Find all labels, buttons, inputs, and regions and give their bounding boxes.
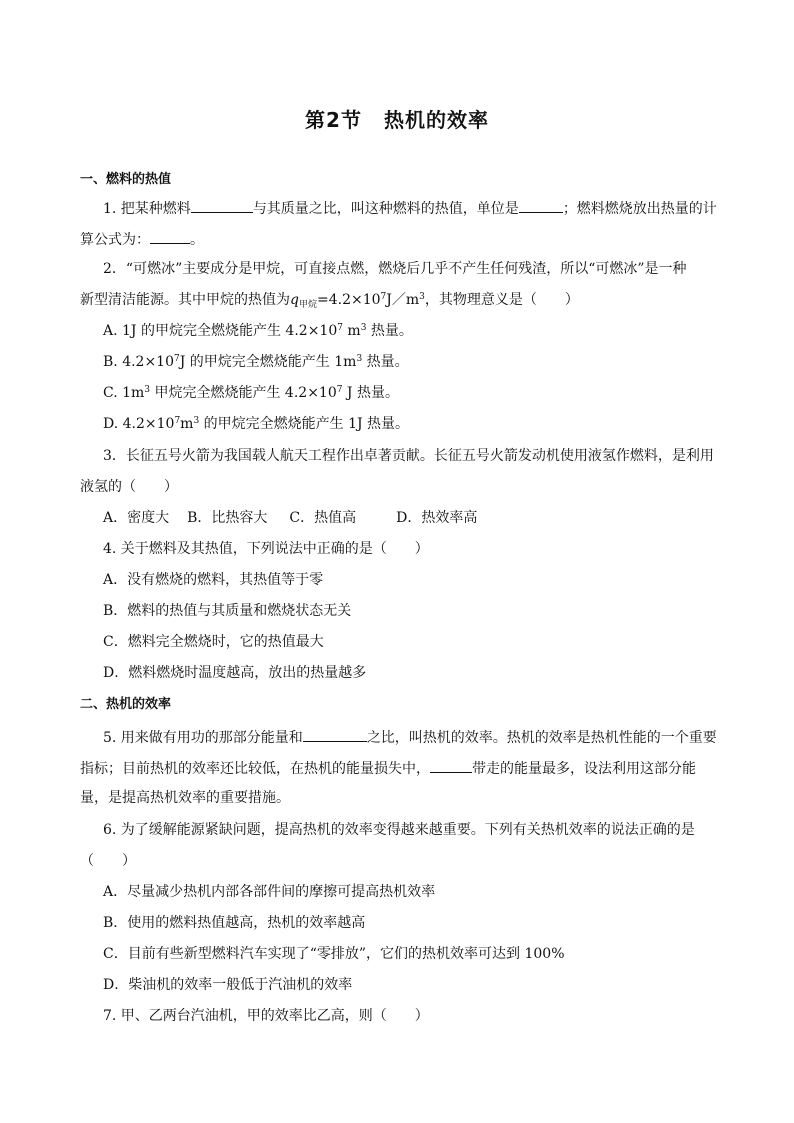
question-4-option-d[interactable]: D．燃料燃烧时温度越高，放出的热量越多 [103, 665, 367, 681]
question-4-stem: 4. 关于燃料及其热值，下列说法中正确的是（ ） [103, 541, 429, 557]
question-7-stem: 7. 甲、乙两台汽油机，甲的效率比乙高，则（ ） [103, 1008, 429, 1024]
question-4-option-c[interactable]: C．燃料完全燃烧时，它的热值最大 [103, 634, 324, 650]
answer-blank[interactable] [303, 726, 367, 742]
question-2-line-1: 2．“可燃冰”主要成分是甲烷，可直接点燃，燃烧后几乎不产生任何残渣，所以“可燃冰”是一种 [103, 261, 687, 277]
question-3-line-1: 3．长征五号火箭为我国载人航天工程作出卓著贡献。长征五号火箭发动机使用液氢作燃料，是利用 [103, 448, 714, 464]
title-section-number: 第2节 [305, 108, 362, 132]
question-6-line-1: 6. 为了缓解能源紧缺问题，提高热机的效率变得越来越重要。下列有关热机效率的说法正确的是 [103, 822, 695, 838]
question-4-option-b[interactable]: B．燃料的热值与其质量和燃烧状态无关 [103, 603, 352, 619]
question-5-line-2: 指标；目前热机的效率还比较低，在热机的能量损失中， 带走的能量最多，设法利用这部分能 [80, 757, 720, 779]
question-3-option-c[interactable]: C．热值高 [289, 510, 357, 526]
question-2-option-b[interactable]: B. $4.2\times 10^7J$ 的甲烷完全燃烧能产生 $1m^3$ 热量。 [103, 354, 409, 370]
section-heading-fuel-heat-value: 一、燃料的热值 [80, 172, 172, 187]
question-1-line-2: 算公式为： 。 [80, 228, 720, 250]
question-6-line-2: （ ） [80, 853, 136, 869]
question-2-option-c[interactable]: C. $1m^3$ 甲烷完全燃烧能产生 $4.2\times 10^7$ J 热量。 [103, 385, 399, 401]
question-3-option-b[interactable]: B．比热容大 [187, 510, 268, 526]
question-4-option-a[interactable]: A．没有燃烧的燃料，其热值等于零 [103, 572, 324, 588]
question-2-line-2: 新型清洁能源。其中甲烷的热值为$q_{甲烷}=4.2\times 10^7J/m^3$，其物理意义是（ ） [80, 292, 579, 310]
question-6-option-b[interactable]: B．使用的燃料热值越高，热机的效率越高 [103, 915, 366, 931]
section-heading-heat-engine-efficiency: 二、热机的效率 [80, 697, 172, 712]
answer-blank[interactable] [519, 197, 563, 213]
question-5-line-1: 5. 用来做有用功的那部分能量和 之比，叫热机的效率。热机的效率是热机性能的一个重要 [103, 726, 743, 748]
title-text: 热机的效率 [383, 108, 489, 132]
question-1-line-1: 1. 把某种燃料 与其质量之比，叫这种燃料的热值，单位是 ；燃料燃烧放出热量的计 [103, 197, 743, 219]
answer-blank[interactable] [430, 757, 472, 773]
question-6-option-c[interactable]: C．目前有些新型燃料汽车实现了“零排放”，它们的热机效率可达到 100% [103, 946, 565, 962]
question-2-option-a[interactable]: A. 1J 的甲烷完全燃烧能产生 $4.2\times 10^7$ $m^3$ 热量。 [103, 323, 413, 339]
answer-blank[interactable] [150, 228, 190, 244]
page-title [0, 104, 794, 133]
question-3-options [103, 508, 743, 528]
question-5-line-3: 量，是提高热机效率的重要措施。 [80, 790, 290, 806]
question-3-option-a[interactable]: A．密度大 [103, 510, 170, 526]
question-3-option-d[interactable]: D．热效率高 [396, 510, 478, 526]
answer-blank[interactable] [191, 197, 253, 213]
question-6-option-a[interactable]: A．尽量减少热机内部各部件间的摩擦可提高热机效率 [103, 884, 436, 900]
question-3-line-2: 液氢的（ ） [80, 479, 178, 495]
question-6-option-d[interactable]: D．柴油机的效率一般低于汽油机的效率 [103, 977, 353, 993]
question-2-option-d[interactable]: D. $4.2\times 10^7m^3$ 的甲烷完全燃烧能产生 1J 热量。 [103, 416, 410, 432]
